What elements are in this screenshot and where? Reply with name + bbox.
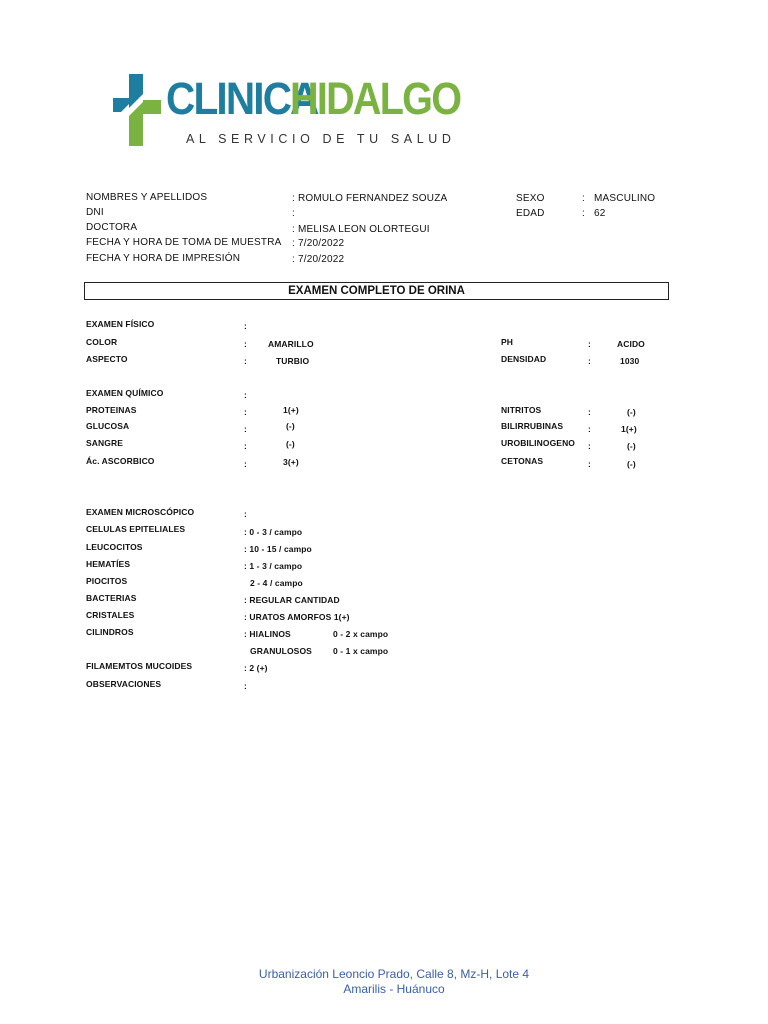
ph-colon: : [588,339,591,349]
glucose-value: (-) [286,421,295,431]
bilirubin-colon: : [588,424,591,434]
footer-address-line2: Amarilis - Huánuco [343,982,445,996]
chemical-exam-label: EXAMEN QUÍMICO [86,388,164,398]
report-title: EXAMEN COMPLETO DE ORINA [288,285,465,297]
ph-value: ACIDO [617,339,645,349]
sample-date-label: FECHA Y HORA DE TOMA DE MUESTRA [86,237,282,248]
ketones-label: CETONAS [501,456,544,466]
hematies-label: HEMATÍES [86,559,131,569]
ph-label: PH [501,337,514,347]
cylinders-label: CILINDROS [86,627,134,637]
sex-colon: : [582,193,585,204]
physical-exam-colon: : [244,321,247,331]
proteins-label: PROTEINAS [86,405,137,415]
age-value: 62 [594,208,606,219]
logo-name-hidalgo: HIDALGO [290,73,461,124]
sample-date-value: : 7/20/2022 [292,238,345,249]
color-colon: : [244,339,247,349]
proteins-colon: : [244,407,247,417]
urobilinogen-colon: : [588,441,591,451]
epithelial-cells-value: : 0 - 3 / campo [244,527,303,537]
observations-value: : [244,681,247,691]
patient-name-value: : ROMULO FERNANDEZ SOUZA [292,193,448,204]
bacteria-value: : REGULAR CANTIDAD [244,595,340,605]
bacteria-label: BACTERIAS [86,593,137,603]
microscopic-exam-label: EXAMEN MICROSCÓPICO [86,507,195,517]
glucose-label: GLUCOSA [86,421,130,431]
hyaline-label: : HIALINOS [244,629,291,639]
piocytes-value: 2 - 4 / campo [250,578,303,588]
age-label: EDAD [516,208,545,219]
report-title-box [84,282,669,300]
chemical-exam-colon: : [244,390,247,400]
bilirubin-label: BILIRRUBINAS [501,421,564,431]
density-value: 1030 [620,356,640,366]
color-label: COLOR [86,337,118,347]
physical-exam-label: EXAMEN FÍSICO [86,319,155,329]
doctor-value: : MELISA LEON OLORTEGUI [292,224,430,235]
dni-label: DNI [86,207,104,218]
patient-name-label: NOMBRES Y APELLIDOS [86,192,208,203]
urobilinogen-label: UROBILINOGENO [501,438,576,448]
footer-address-line1: Urbanización Leoncio Prado, Calle 8, Mz-H, Lote 4 [258,967,530,981]
blood-colon: : [244,441,247,451]
age-colon: : [582,208,585,219]
print-date-value: : 7/20/2022 [292,254,345,265]
color-value: AMARILLO [268,339,314,349]
nitrites-value: (-) [627,407,636,417]
hematies-value: : 1 - 3 / campo [244,561,303,571]
ascorbic-label: Ác. ASCORBICO [86,456,155,466]
nitrites-label: NITRITOS [501,405,542,415]
mucoid-filaments-label: FILAMEMTOS MUCOIDES [86,661,193,671]
ketones-colon: : [588,459,591,469]
urobilinogen-value: (-) [627,441,636,451]
bilirubin-value: 1(+) [621,424,637,434]
clinic-logo-cross-icon [113,74,161,146]
blood-value: (-) [286,439,295,449]
granular-value: 0 - 1 x campo [333,646,389,656]
ascorbic-colon: : [244,459,247,469]
mucoid-filaments-value: : 2 (+) [244,663,268,673]
hyaline-value: 0 - 2 x campo [333,629,389,639]
epithelial-cells-label: CELULAS EPITELIALES [86,524,186,534]
piocytes-label: PIOCITOS [86,576,128,586]
leukocytes-value: : 10 - 15 / campo [244,544,312,554]
proteins-value: 1(+) [283,405,299,415]
ketones-value: (-) [627,459,636,469]
granular-label: GRANULOSOS [250,646,312,656]
blood-label: SANGRE [86,438,123,448]
dni-value: : [292,208,295,219]
aspect-colon: : [244,356,247,366]
crystals-value: : URATOS AMORFOS 1(+) [244,612,350,622]
logo-tagline: AL SERVICIO DE TU SALUD [186,132,456,146]
sex-value: MASCULINO [594,193,656,204]
print-date-label: FECHA Y HORA DE IMPRESIÓN [86,253,241,264]
leukocytes-label: LEUCOCITOS [86,542,143,552]
logo-name-clinica: CLINICA [166,73,318,124]
microscopic-exam-colon: : [244,509,247,519]
observations-label: OBSERVACIONES [86,679,162,689]
glucose-colon: : [244,424,247,434]
doctor-label: DOCTORA [86,222,138,233]
density-colon: : [588,356,591,366]
density-label: DENSIDAD [501,354,547,364]
nitrites-colon: : [588,407,591,417]
aspect-value: TURBIO [276,356,310,366]
sex-label: SEXO [516,193,545,204]
ascorbic-value: 3(+) [283,457,299,467]
crystals-label: CRISTALES [86,610,135,620]
aspect-label: ASPECTO [86,354,128,364]
